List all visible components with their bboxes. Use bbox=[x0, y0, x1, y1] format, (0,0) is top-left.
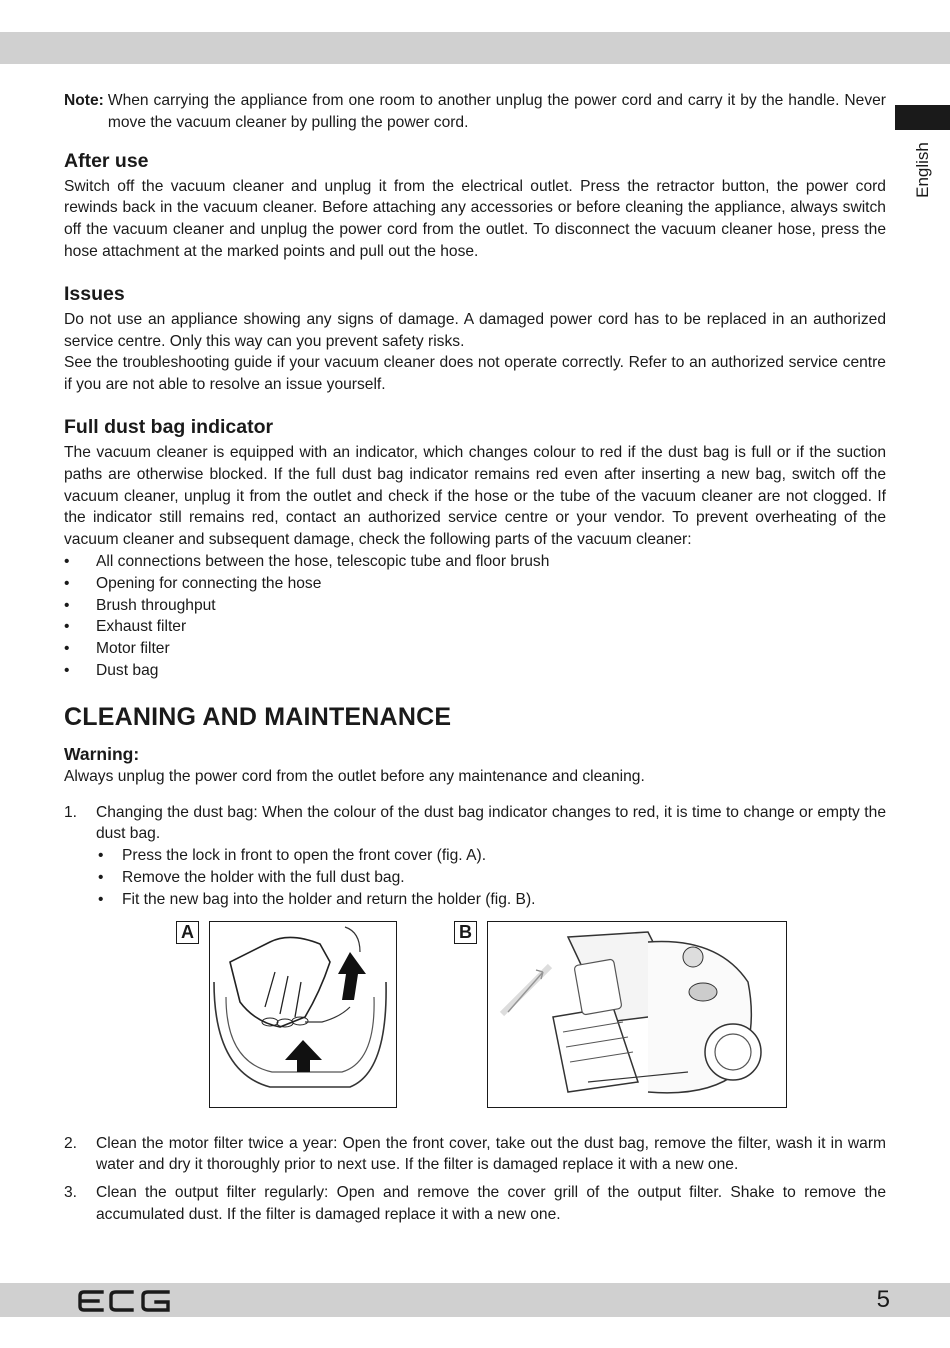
language-label: English bbox=[913, 142, 933, 198]
indicator-heading: Full dust bag indicator bbox=[64, 415, 274, 438]
language-tab-marker bbox=[895, 105, 950, 130]
note bbox=[64, 90, 886, 134]
indicator-checklist bbox=[64, 551, 886, 682]
figures-row bbox=[64, 921, 886, 1121]
note-text: When carrying the appliance from one room to another unplug the power cord and carry it by the handle. Never move the vacuum cleaner by pulling the power cord. bbox=[107, 92, 886, 131]
list-item: • Dust bag bbox=[64, 660, 886, 682]
page-content bbox=[64, 90, 886, 1232]
list-item: • Brush throughput bbox=[64, 595, 886, 617]
maintenance-steps-continued bbox=[64, 1133, 886, 1226]
page-number: 5 bbox=[876, 1286, 890, 1313]
figure-a-label: A bbox=[176, 921, 199, 944]
issues-paragraph: See the troubleshooting guide if your vacuum cleaner does not operate correctly. Refer to an authorized service centre if you are not able to resolve an issue yourself. bbox=[64, 354, 886, 394]
indicator-text: The vacuum cleaner is equipped with an indicator, which changes colour to red if the dust bag is full or if the suction paths are otherwise blocked. If the full dust bag indicator remains red even after inserting a new bag, switch off the vacuum cleaner, unplug it from the outlet and check if the hose or the tube of the vacuum cleaner are not clogged. If the indicator still remains red, contact an authorized service centre or your vendor. To prevent overheating of the vacuum cleaner and subsequent damage, check the following parts of the vacuum cleaner: bbox=[64, 443, 886, 549]
note-label: Note: bbox=[64, 92, 104, 109]
step-text: Clean the output filter regularly: Open and remove the cover grill of the output filter. Shake to remove the accumulated dust. If the filter is damaged replace it with a new one. bbox=[96, 1184, 886, 1223]
list-item: • Remove the holder with the full dust bag. bbox=[96, 867, 886, 889]
after-use-heading: After use bbox=[64, 149, 149, 172]
step-item bbox=[64, 802, 886, 911]
list-item: • Press the lock in front to open the front cover (fig. A). bbox=[96, 845, 886, 867]
figure-b-illustration bbox=[487, 921, 787, 1108]
issues-paragraph: Do not use an appliance showing any signs of damage. A damaged power cord has to be replaced in an authorized service centre. Only this way can you prevent safety risks. bbox=[64, 310, 886, 350]
step-item bbox=[64, 1133, 886, 1177]
after-use-text: Switch off the vacuum cleaner and unplug it from the electrical outlet. Press the retractor button, the power cord rewinds back in the vacuum cleaner. Before attaching any accessories or before cleaning the appliance, always switch off the vacuum cleaner and unplug the power cord from the outlet. To disconnect the vacuum cleaner hose, press the hose attachment at the marked points and pull out the hose. bbox=[64, 177, 886, 260]
list-item: • Opening for connecting the hose bbox=[64, 573, 886, 595]
figure-b-label: B bbox=[454, 921, 477, 944]
list-item: • Fit the new bag into the holder and return the holder (fig. B). bbox=[96, 889, 886, 911]
step-text: Clean the motor filter twice a year: Open the front cover, take out the dust bag, remove the filter, wash it in warm water and dry it thoroughly prior to next use. If the filter is damaged replace it with a new one. bbox=[96, 1134, 886, 1174]
step-number: 2. bbox=[64, 1134, 78, 1152]
maintenance-steps bbox=[64, 802, 886, 911]
list-item: • All connections between the hose, telescopic tube and floor brush bbox=[64, 551, 886, 573]
dust-bag-holder-illustration bbox=[488, 922, 786, 1107]
step-text: Changing the dust bag: When the colour of the dust bag indicator changes to red, it is time to change or empty the dust bag. bbox=[96, 803, 886, 843]
list-item: • Exhaust filter bbox=[64, 616, 886, 638]
step-number: 1. bbox=[64, 803, 78, 821]
warning-label: Warning: bbox=[64, 743, 140, 764]
header-band bbox=[0, 32, 950, 64]
step-item bbox=[64, 1182, 886, 1226]
list-item: • Motor filter bbox=[64, 638, 886, 660]
warning-text: Always unplug the power cord from the outlet before any maintenance and cleaning. bbox=[64, 767, 645, 785]
maintenance-heading: CLEANING AND MAINTENANCE bbox=[64, 702, 452, 731]
hand-pressing-lock-illustration bbox=[210, 922, 396, 1107]
figure-a-illustration bbox=[209, 921, 397, 1108]
issues-heading: Issues bbox=[64, 282, 125, 305]
ecg-logo bbox=[78, 1289, 172, 1313]
step-number: 3. bbox=[64, 1184, 78, 1202]
step-substeps bbox=[96, 845, 886, 910]
